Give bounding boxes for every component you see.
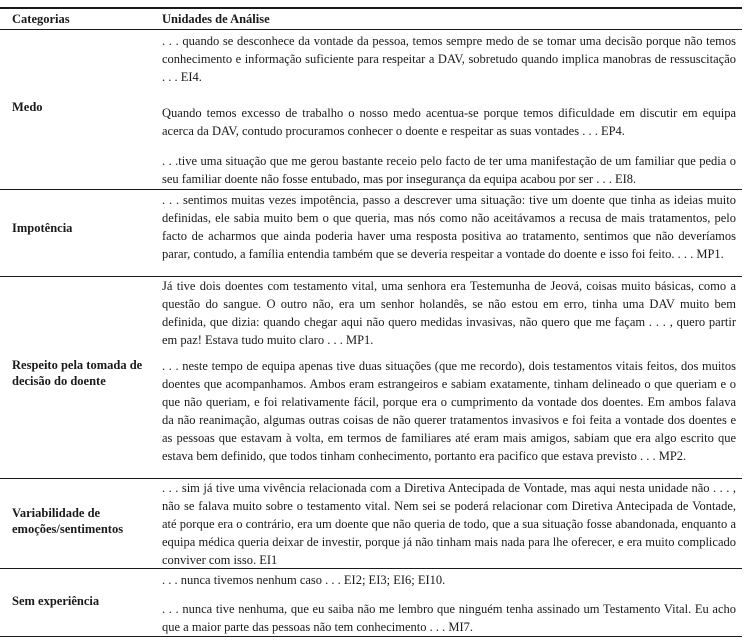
unit-medo-3: . . .tive uma situação que me gerou bastante receio pelo facto de ter uma manifestação de um familiar que pedia o seu familiar doente não fosse entubado, mas por insegurança da equipa acabou por ser . . . EI8. <box>162 154 736 186</box>
unit-respeito-2: . . . neste tempo de equipa apenas tive duas situações (que me recordo), dois testamentos vitais feitos, dos muitos doentes que acompanhamos. Ambos eram estrangeiros e sabiam exatamente, tinham delineado o que queriam e o que não queriam, e foi relativamente fácil, porque era o cumprimento da vontade dos doentes. Em ambos falava da não reanimação, algumas outras coisas de não querer tratamentos invasivos e foi feita a vontade dos doentes e as pessoas que estavam à volta, em termos de familiares até eram mais amigos, sabiam que era algo escrito que estava bem definido, que todos tinham conhecimento, portanto era pacifico que estava previsto . . . MP2. <box>162 359 736 463</box>
unit-respeito-1: Já tive dois doentes com testamento vital, uma senhora era Testemunha de Jeová, coisas muito básicas, como a questão do sangue. O outro não, era um senhor holandês, se não estou em erro, tinha uma DAV muito bem definida, que dizia: quando chegar aqui não quero medidas invasivas, não quero que me façam . . . , quero partir em paz! Estava tudo muito claro . . . MP1. <box>162 279 736 347</box>
category-impotencia: Impotência <box>12 221 73 235</box>
unit-impotencia-1: . . . sentimos muitas vezes impotência, passo a descrever uma situação: tive um doente que tinha as ideias muito definidas, ele sabia muito bem o que queria, mas nós como não aceitávamos a recusa de mais tratamentos, pelo facto de acharmos que ainda poderia haver uma resposta positiva ao tratamento, sentimos que não deveríamos parar, contudo, a família entendia também que se deveria respeitar a vontade do doente e isso foi feito. . . . MP1. <box>162 193 736 261</box>
category-variabilidade: Variabilidade de emoções/sentimentos <box>12 506 124 536</box>
unit-variabilidade-1: . . . sim já tive uma vivência relacionada com a Diretiva Antecipada de Vontade, mas aqui nesta unidade não . . . , não se falava muito sobre o testamento vital. Nem sei se poderá relacionar com Diretiva Antecipada de Vontade, até porque era o contrário, era um doente que não queria de todo, que a sua situação fosse abandonada, enquanto a equipa médica queria deixar de investir, porque já não tinham mais nada para lhe oferecer, e era muito complicado conviver com isso. EI1 <box>162 481 736 567</box>
category-medo: Medo <box>12 100 43 114</box>
unit-medo-2: Quando temos excesso de trabalho o nosso medo acentua-se porque temos dificuldade em discutir em equipa acerca da DAV, contudo procuramos conhecer o doente e respeitar as suas vontades . . . EP4. <box>162 106 736 138</box>
table-bottom-rule <box>0 636 742 637</box>
table-top-rule <box>0 7 742 9</box>
unit-sem-experiencia-1: . . . nunca tivemos nenhum caso . . . EI2; EI3; EI6; EI10. <box>162 573 446 587</box>
category-respeito: Respeito pela tomada de decisão do doente <box>12 358 143 388</box>
unit-medo-1: . . . quando se desconhece da vontade da pessoa, temos sempre medo de se tomar uma decisão porque não temos conhecimento e informação suficiente para respeitar a DAV, sobretudo quando implica manobras de ressuscitação . . . EI4. <box>162 34 736 84</box>
unit-sem-experiencia-2: . . . nunca tive nenhuma, que eu saiba não me lembro que ninguém tenha assinado um Testamento Vital. Eu acho que a maior parte das pessoas não tem conhecimento . . . MI7. <box>162 602 736 634</box>
row-rule <box>0 189 742 190</box>
header-unidades: Unidades de Análise <box>162 12 270 26</box>
header-categorias: Categorias <box>12 12 70 26</box>
category-sem-experiencia: Sem experiência <box>12 594 100 608</box>
header-rule <box>0 29 742 30</box>
row-rule <box>0 568 742 569</box>
